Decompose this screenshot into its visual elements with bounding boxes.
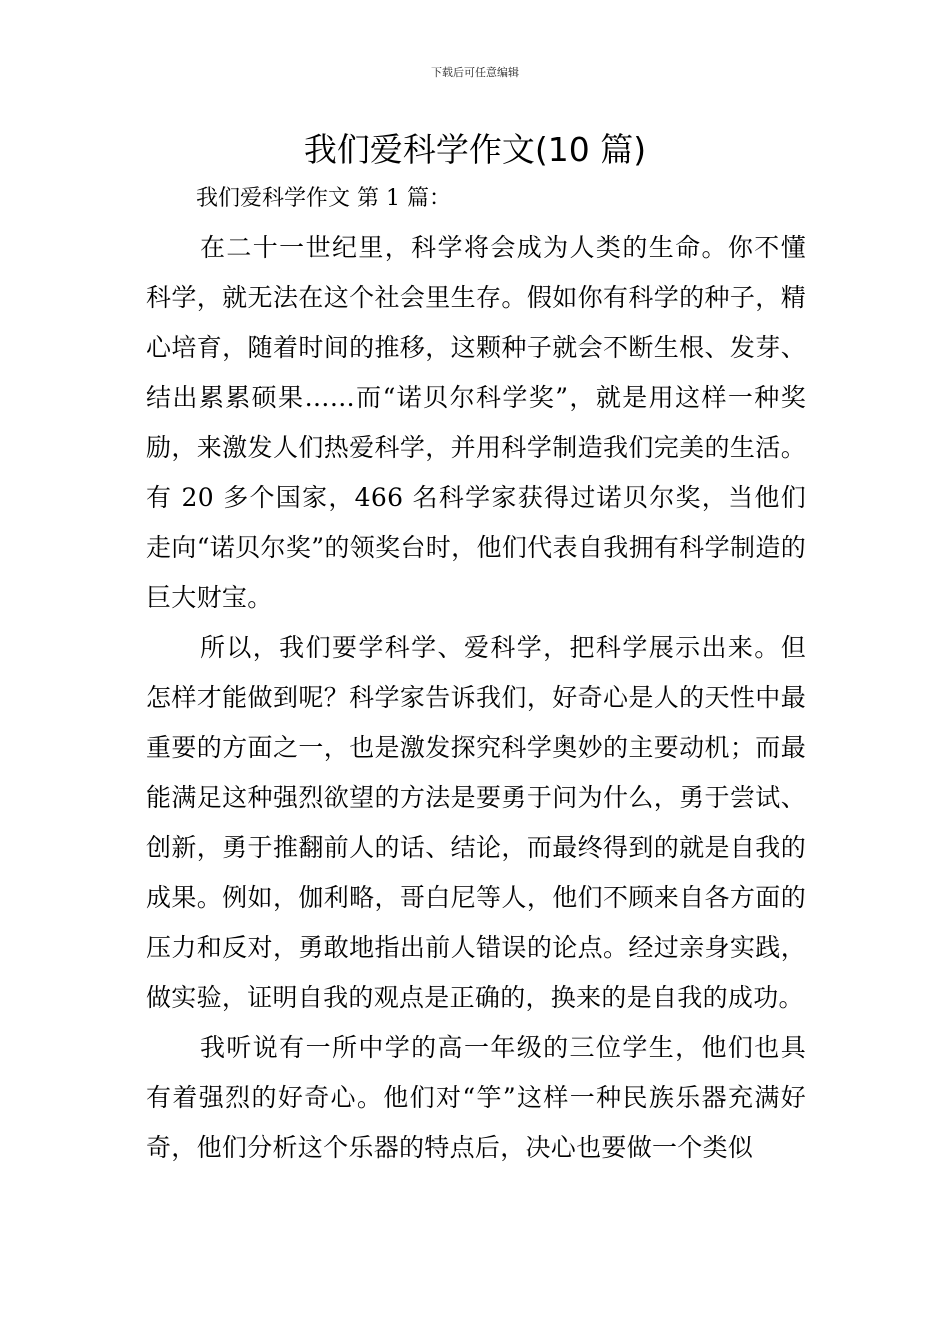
paragraph-3: 我听说有一所中学的高一年级的三位学生，他们也具有着强烈的好奇心。他们对“竽”这样一种民族乐器充满好奇，他们分析这个乐器的特点后，决心也要做一个类似	[146, 1033, 806, 1162]
header-note: 下载后可任意编辑	[431, 66, 519, 79]
paragraph-2: 所以，我们要学科学、爱科学，把科学展示出来。但怎样才能做到呢？科学家告诉我们，好奇心是人的天性中最重要的方面之一，也是激发探究科学奥妙的主要动机；而最能满足这种强烈欲望的方法是要勇于问为什么，勇于尝试、创新，勇于推翻前人的话、结论，而最终得到的就是自我的成果。例如，伽利略，哥白尼等人，他们不顾来自各方面的压力和反对，勇敢地指出前人错误的论点。经过亲身实践，做实验，证明自我的观点是正确的，换来的是自我的成功。	[146, 633, 806, 1012]
section-heading: 我们爱科学作文 第 1 篇：	[196, 186, 451, 211]
document-title: 我们爱科学作文(10 篇)	[303, 130, 647, 169]
document-body	[146, 223, 806, 1173]
paragraph-1: 在二十一世纪里，科学将会成为人类的生命。你不懂科学，就无法在这个社会里生存。假如你有科学的种子，精心培育，随着时间的推移，这颗种子就会不断生根、发芽、结出累累硕果……而“诺贝尔科学奖”，就是用这样一种奖励，来激发人们热爱科学，并用科学制造我们完美的生活。有 20 多个国家，466 名科学家获得过诺贝尔奖，当他们走向“诺贝尔奖”的领奖台时，他们代表自我拥有科学制造的巨大财宝。	[146, 233, 806, 612]
